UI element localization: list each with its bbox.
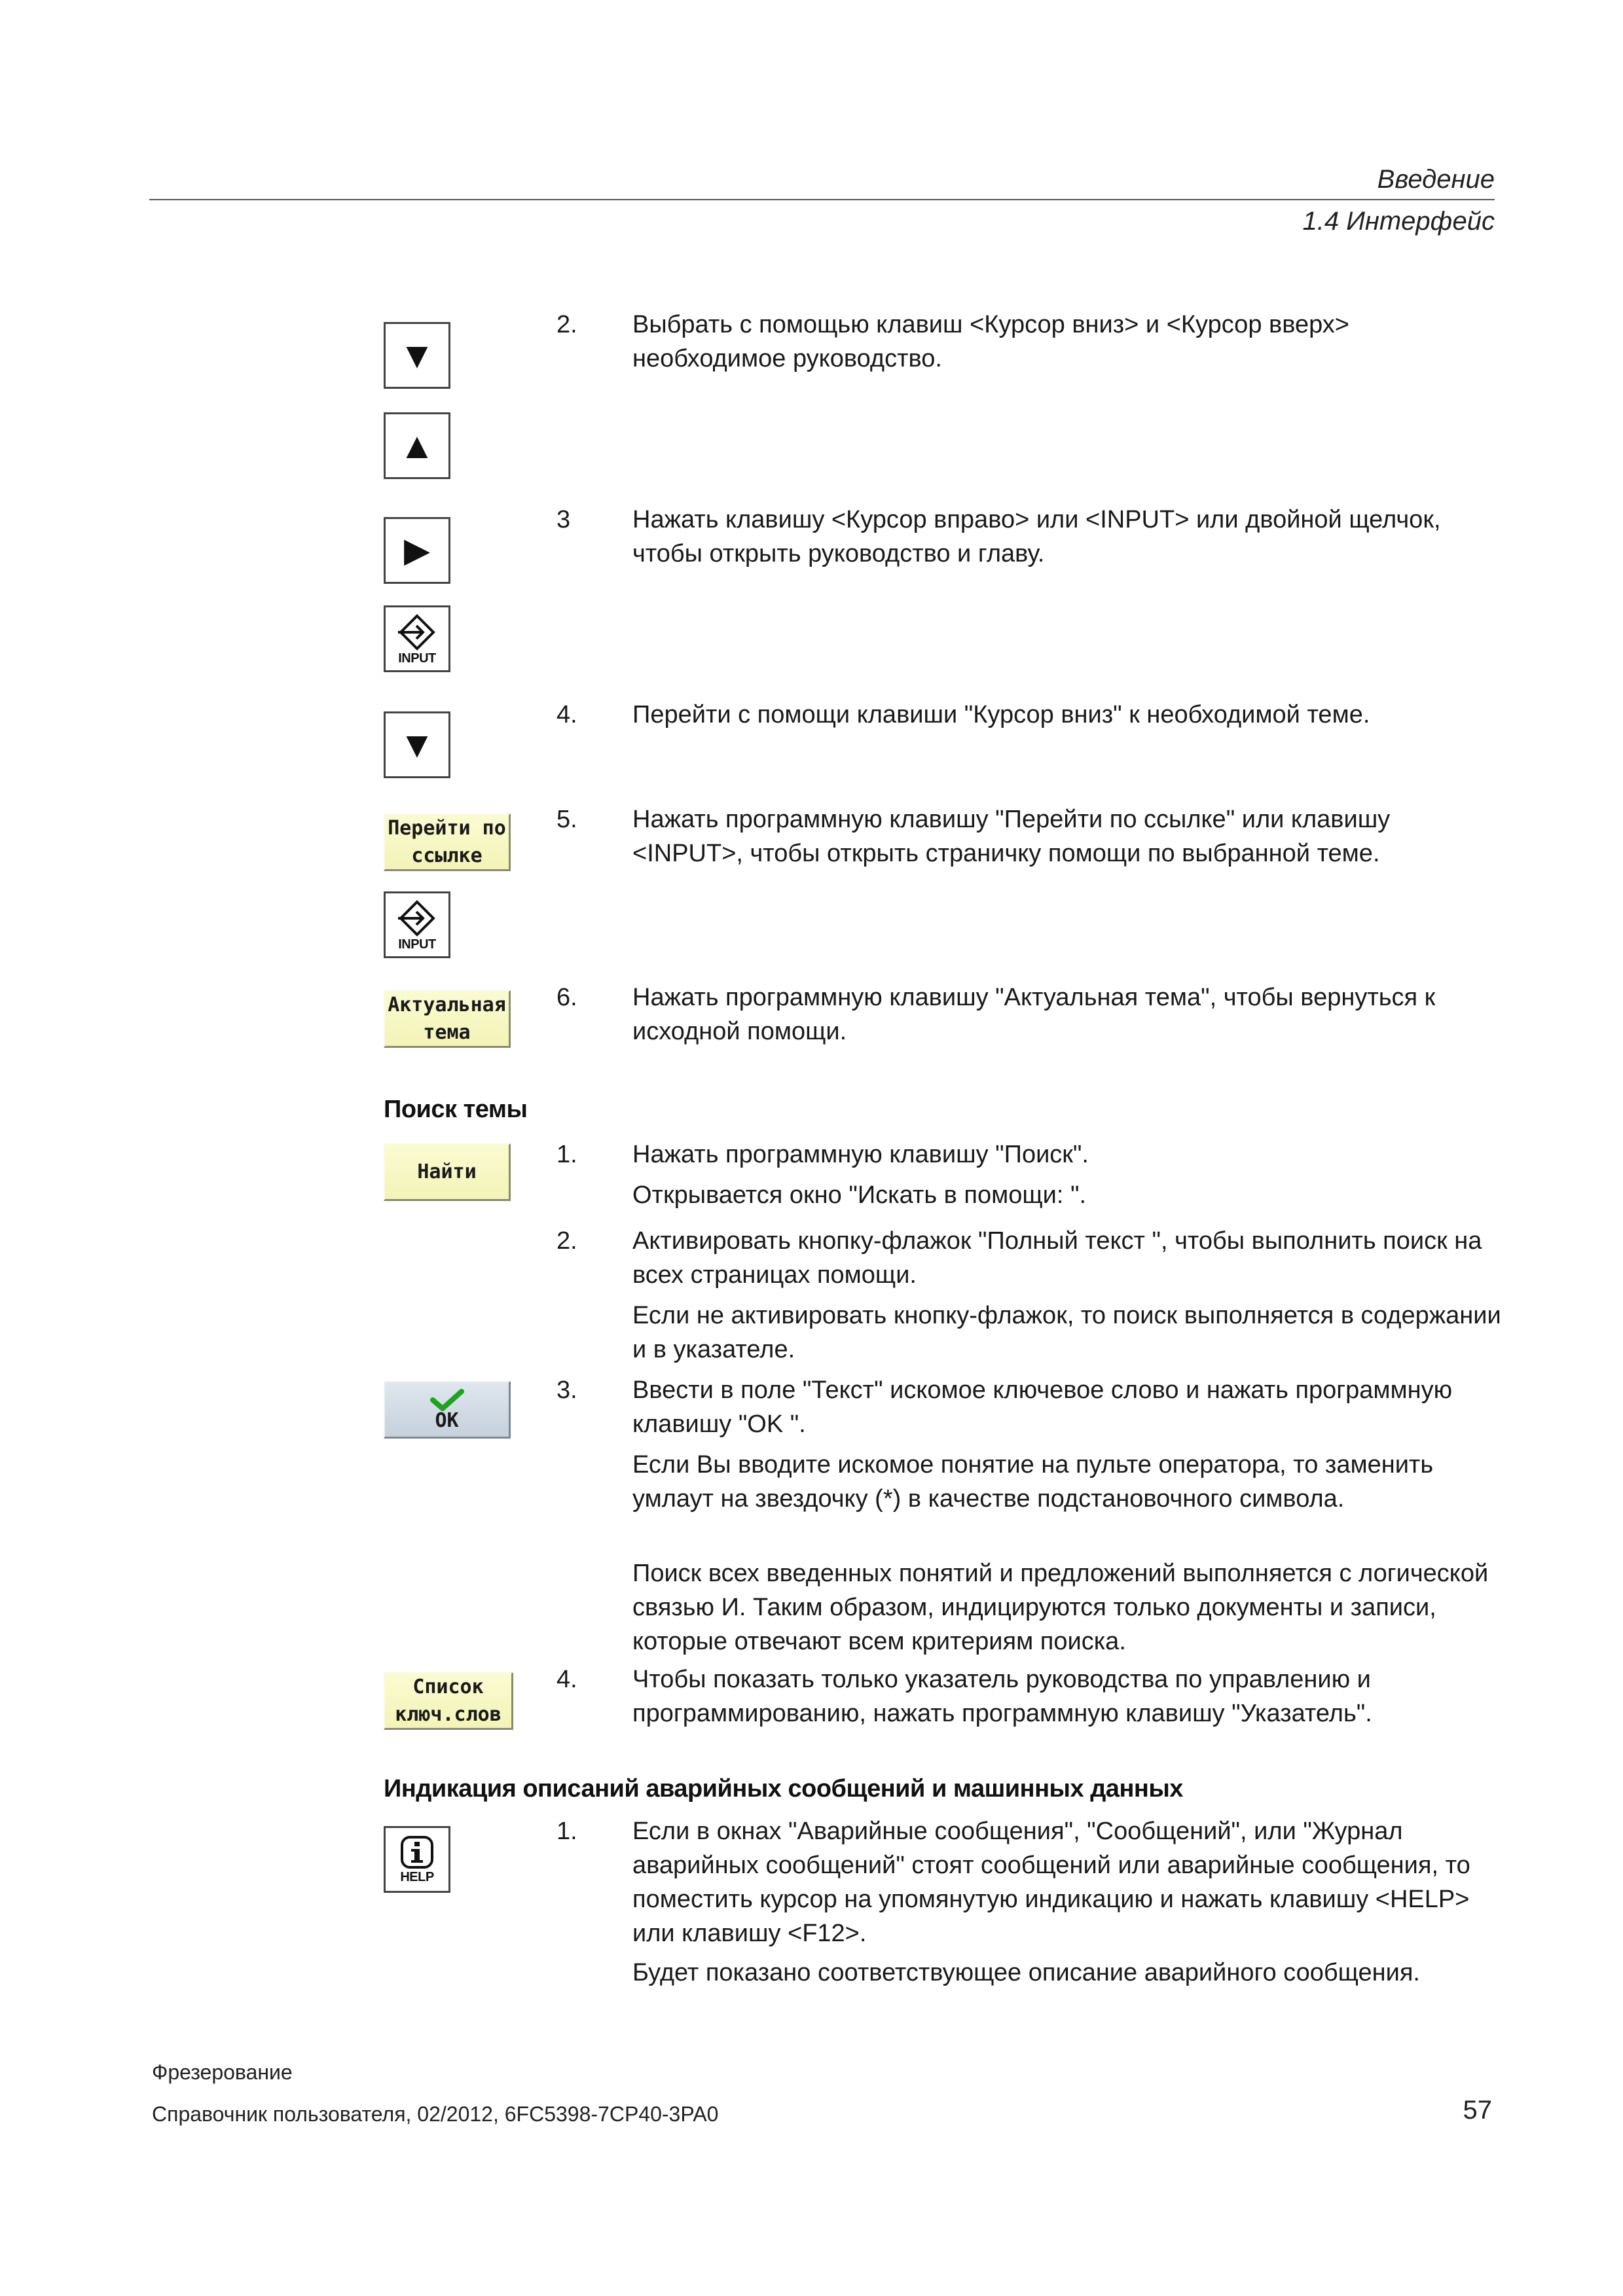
step-text: Чтобы показать только указатель руководства по управлению и программированию, нажать программную клавишу "Указатель". <box>632 1666 1372 1727</box>
step-text: Выбрать с помощью клавиш <Курсор вниз> и <Курсор вверх> необходимое руководство. <box>632 311 1349 372</box>
step-number: 3 <box>556 506 571 533</box>
search-step-2 <box>556 1224 1499 1292</box>
step-number: 1. <box>556 1818 577 1845</box>
search-step-1 <box>556 1138 1499 1172</box>
softkey-ok[interactable] <box>384 1381 511 1439</box>
search-topic-heading: Поиск темы <box>384 1096 528 1123</box>
step-2 <box>556 308 1499 376</box>
softkey-find[interactable] <box>384 1143 511 1201</box>
input-key-label: INPUT <box>398 937 436 952</box>
step-number: 3. <box>556 1376 577 1404</box>
step-text: Нажать клавишу <Курсор вправо> или <INPUT> или двойной щелчок, чтобы открыть руководство и главу. <box>632 506 1441 567</box>
step-text: Ввести в поле "Текст" искомое ключевое слово и нажать программную клавишу "OK ". <box>632 1376 1453 1438</box>
softkey-label-line1: Перейти по <box>388 816 506 840</box>
step-4 <box>556 698 1499 732</box>
softkey-label-line2: ключ.слов <box>395 1702 501 1726</box>
input-key-icon <box>384 605 450 672</box>
step-number: 2. <box>556 1227 577 1255</box>
info-icon <box>399 1835 435 1870</box>
running-header-chapter: Введение <box>1377 165 1495 194</box>
input-arrow-icon <box>397 899 437 937</box>
arrow-down-icon: ▼ <box>399 334 435 376</box>
step-number: 4. <box>556 701 577 728</box>
softkey-label: Найти <box>417 1160 477 1183</box>
header-rule <box>149 199 1495 200</box>
step-3 <box>556 503 1499 571</box>
help-key-label: HELP <box>400 1869 434 1884</box>
search-step-3 <box>556 1373 1499 1441</box>
help-key-icon <box>384 1826 450 1893</box>
search-step-4 <box>556 1662 1499 1731</box>
cursor-down-key-icon <box>384 322 450 389</box>
footer-document: Справочник пользователя, 02/2012, 6FC5398-7CP40-3PA0 <box>152 2102 719 2126</box>
softkey-current-topic[interactable] <box>384 990 511 1048</box>
input-arrow-icon <box>397 613 437 651</box>
softkey-goto-link[interactable] <box>384 814 511 871</box>
alarm-step-1 <box>556 1814 1499 1950</box>
softkey-label-line2: тема <box>423 1020 471 1044</box>
footer-product: Фрезерование <box>152 2060 293 2084</box>
search-note-1: Открывается окно "Искать в помощи: ". <box>632 1181 1087 1209</box>
alarm-note: Будет показано соответствующее описание аварийного сообщения. <box>632 1959 1420 1986</box>
arrow-up-icon: ▲ <box>399 425 435 466</box>
step-number: 6. <box>556 984 577 1011</box>
input-key-label: INPUT <box>398 651 436 666</box>
softkey-label-line2: ссылке <box>411 844 483 867</box>
step-text: Перейти с помощи клавиши "Курсор вниз" к необходимой теме. <box>632 701 1370 728</box>
step-number: 2. <box>556 311 577 338</box>
step-6 <box>556 980 1499 1049</box>
checkmark-icon <box>429 1389 465 1411</box>
softkey-keyword-list[interactable] <box>384 1672 513 1730</box>
step-number: 4. <box>556 1666 577 1693</box>
cursor-right-key-icon <box>384 517 450 584</box>
step-text: Нажать программную клавишу "Поиск". <box>632 1141 1089 1168</box>
search-note-4: Поиск всех введенных понятий и предложений выполняется с логической связью И. Таким образом, индицируются только документы и записи, которые отвечают всем критериям поиска. <box>632 1560 1489 1655</box>
softkey-label-line1: Актуальная <box>388 993 506 1016</box>
cursor-down-key-icon-2 <box>384 711 450 778</box>
alarm-description-heading: Индикация описаний аварийных сообщений и машинных данных <box>384 1775 1183 1803</box>
input-key-icon-2 <box>384 891 450 958</box>
step-number: 1. <box>556 1141 577 1168</box>
step-text: Активировать кнопку-флажок "Полный текст ", чтобы выполнить поиск на всех страницах помощи. <box>632 1227 1482 1289</box>
running-header-section: 1.4 Интерфейс <box>1302 207 1495 236</box>
search-note-2: Если не активировать кнопку-флажок, то поиск выполняется в содержании и в указателе. <box>632 1302 1501 1363</box>
cursor-up-key-icon <box>384 412 450 479</box>
step-5 <box>556 802 1499 870</box>
softkey-label: OK <box>435 1408 459 1432</box>
step-text: Нажать программную клавишу "Актуальная тема", чтобы вернуться к исходной помощи. <box>632 984 1436 1045</box>
arrow-down-icon: ▼ <box>399 724 435 765</box>
page-number: 57 <box>1463 2096 1492 2125</box>
step-text: Нажать программную клавишу "Перейти по ссылке" или клавишу <INPUT>, чтобы открыть страничку помощи по выбранной теме. <box>632 806 1391 867</box>
arrow-right-icon: ▶ <box>404 531 430 569</box>
step-number: 5. <box>556 806 577 833</box>
softkey-label-line1: Список <box>412 1675 484 1698</box>
search-note-3: Если Вы вводите искомое понятие на пульте оператора, то заменить умлаут на звездочку (*) в качестве подстановочного символа. <box>632 1451 1434 1513</box>
step-text: Если в окнах "Аварийные сообщения", "Сообщений", или "Журнал аварийных сообщений" стоят сообщений или аварийные сообщения, то поместить курсор на упомянутую индикацию и нажать клавишу <HELP> или клавишу <F12>. <box>632 1818 1470 1947</box>
